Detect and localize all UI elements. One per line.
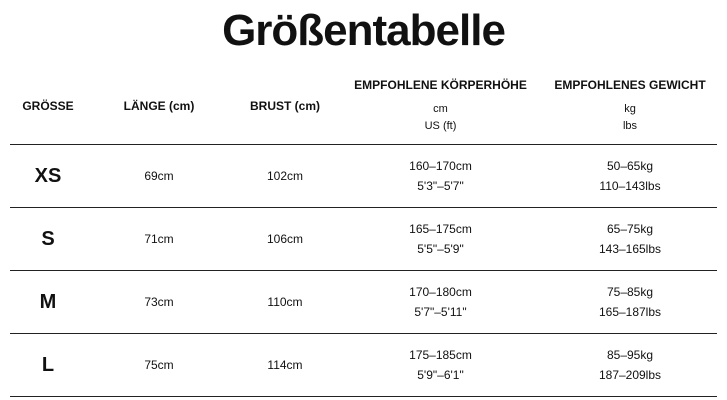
table-row (10, 208, 717, 271)
weight-kg: 85–95kg (606, 348, 654, 362)
chest-cell: 110cm (232, 271, 338, 334)
header-height-units (338, 101, 543, 135)
weight-lbs: 143–165lbs (598, 242, 662, 256)
table-header-row (10, 68, 717, 145)
size-cell: XS (10, 145, 86, 208)
height-ft: 5'9"–6'1" (417, 368, 464, 382)
table-row (10, 271, 717, 334)
weight-cell (543, 271, 717, 334)
header-height (338, 68, 543, 145)
header-height-unit-ft: US (ft) (424, 119, 457, 132)
header-weight-unit-lbs: lbs (622, 119, 638, 132)
header-weight-label: EMPFOHLENES GEWICHT (554, 77, 706, 92)
chest-cell: 102cm (232, 145, 338, 208)
height-cm: 170–180cm (409, 285, 472, 299)
header-height-label: EMPFOHLENE KÖRPERHÖHE (354, 77, 527, 92)
weight-lbs: 165–187lbs (598, 305, 662, 319)
length-cell: 71cm (86, 208, 232, 271)
size-cell: S (10, 208, 86, 271)
table-row (10, 145, 717, 208)
height-cell (338, 271, 543, 334)
size-cell: L (10, 334, 86, 397)
size-cell: M (10, 271, 86, 334)
weight-kg: 65–75kg (606, 222, 654, 236)
weight-lbs: 110–143lbs (599, 179, 661, 193)
weight-kg: 75–85kg (606, 285, 654, 299)
weight-cell (543, 208, 717, 271)
header-length: LÄNGE (cm) (86, 68, 232, 145)
height-ft: 5'3"–5'7" (417, 179, 464, 193)
header-weight-unit-kg: kg (624, 102, 636, 115)
header-chest: BRUST (cm) (232, 68, 338, 145)
table-row (10, 334, 717, 397)
header-weight-units (543, 101, 717, 135)
page-title: Größentabelle (222, 6, 505, 55)
height-cell (338, 334, 543, 397)
height-ft: 5'7"–5'11" (414, 305, 467, 319)
height-cm: 165–175cm (409, 222, 472, 236)
height-ft: 5'5"–5'9" (417, 242, 464, 256)
height-cm: 175–185cm (409, 348, 472, 362)
length-cell: 73cm (86, 271, 232, 334)
height-cell (338, 208, 543, 271)
weight-cell (543, 145, 717, 208)
header-size: GRÖSSE (10, 68, 86, 145)
length-cell: 69cm (86, 145, 232, 208)
chest-cell: 106cm (232, 208, 338, 271)
header-weight (543, 68, 717, 145)
height-cm: 160–170cm (409, 159, 472, 173)
size-chart-table (10, 68, 717, 397)
height-cell (338, 145, 543, 208)
length-cell: 75cm (86, 334, 232, 397)
weight-kg: 50–65kg (606, 159, 654, 173)
chest-cell: 114cm (232, 334, 338, 397)
header-height-unit-cm: cm (433, 102, 448, 115)
weight-lbs: 187–209lbs (598, 368, 662, 382)
weight-cell (543, 334, 717, 397)
